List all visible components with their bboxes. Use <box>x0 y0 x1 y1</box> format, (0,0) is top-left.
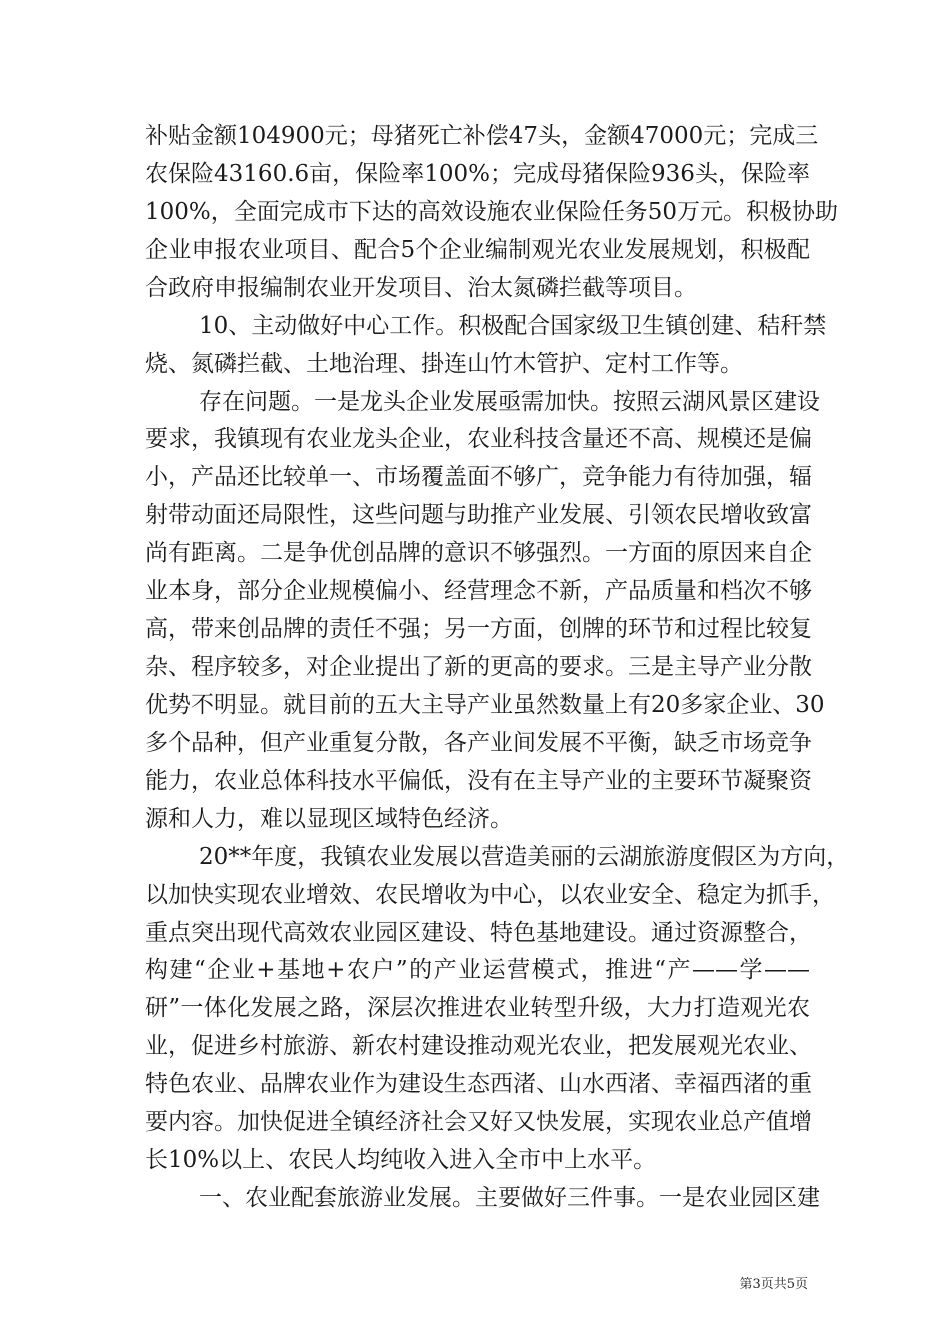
text-line: 一、农业配套旅游业发展。主要做好三件事。一是农业园区建 <box>199 1185 820 1212</box>
text-line: 要内容。加快促进全镇经济社会又好又快发展，实现农业总产值增 <box>145 1109 812 1136</box>
text-line: 业本身，部分企业规模偏小、经营理念不新，产品质量和档次不够 <box>145 578 812 605</box>
text-line: 100%，全面完成市下达的高效设施农业保险任务50万元。积极协助 <box>145 198 839 225</box>
page-number: 第3页共5页 <box>739 1277 808 1292</box>
text-line: 尚有距离。二是争优创品牌的意识不够强烈。一方面的原因来自企 <box>145 540 812 567</box>
text-line: 要求，我镇现有农业龙头企业，农业科技含量还不高、规模还是偏 <box>145 426 812 453</box>
text-line: 高，带来创品牌的责任不强；另一方面，创牌的环节和过程比较复 <box>145 616 812 643</box>
text-line: 合政府申报编制农业开发项目、治太氮磷拦截等项目。 <box>145 274 697 301</box>
text-line: 小，产品还比较单一、市场覆盖面不够广，竞争能力有待加强，辐 <box>145 464 812 491</box>
text-line: 特色农业、品牌农业作为建设生态西渚、山水西渚、幸福西渚的重 <box>145 1071 812 1098</box>
text-line: 长10%以上、农民人均纯收入进入全市中上水平。 <box>145 1147 657 1174</box>
text-line: 重点突出现代高效农业园区建设、特色基地建设。通过资源整合， <box>145 919 812 946</box>
text-line: 以加快实现农业增效、农民增收为中心，以农业安全、稳定为抓手， <box>145 881 835 908</box>
text-line: 企业申报农业项目、配合5个企业编制观光农业发展规划，积极配 <box>145 236 810 263</box>
text-line: 射带动面还局限性，这些问题与助推产业发展、引领农民增收致富 <box>145 502 812 529</box>
text-line: 补贴金额104900元；母猪死亡补偿47头，金额47000元；完成三 <box>145 123 819 149</box>
text-line: 业，促进乡村旅游、新农村建设推动观光农业，把发展观光农业、 <box>145 1033 812 1060</box>
text-line: 20**年度，我镇农业发展以营造美丽的云湖旅游度假区为方向， <box>199 843 850 870</box>
text-line: 源和人力，难以显现区域特色经济。 <box>145 805 513 832</box>
text-line: 烧、氮磷拦截、土地治理、掛连山竹木管护、定村工作等。 <box>145 350 743 377</box>
text-line: 多个品种，但产业重复分散，各产业间发展不平衡，缺乏市场竞争 <box>145 729 812 756</box>
text-line: 杂、程序较多，对企业提出了新的更高的要求。三是主导产业分散 <box>145 654 812 681</box>
text-line: 能力，农业总体科技水平偏低，没有在主导产业的主要环节凝聚资 <box>145 767 812 794</box>
text-line: 优势不明显。就目前的五大主导产业虽然数量上有20多家企业、30 <box>145 691 825 718</box>
text-line: 存在问题。一是龙头企业发展亟需加快。按照云湖风景区建设 <box>199 388 820 415</box>
text-line: 构建“企业+基地+农户”的产业运营模式，推进“产——学—— <box>145 957 810 984</box>
text-line: 农保险43160.6亩，保险率100%；完成母猪保险936头，保险率 <box>145 160 810 187</box>
text-line: 10、主动做好中心工作。积极配合国家级卫生镇创建、秸秆禁 <box>199 312 827 339</box>
text-line: 研”一体化发展之路，深层次推进农业转型升级，大力打造观光农 <box>145 995 810 1022</box>
